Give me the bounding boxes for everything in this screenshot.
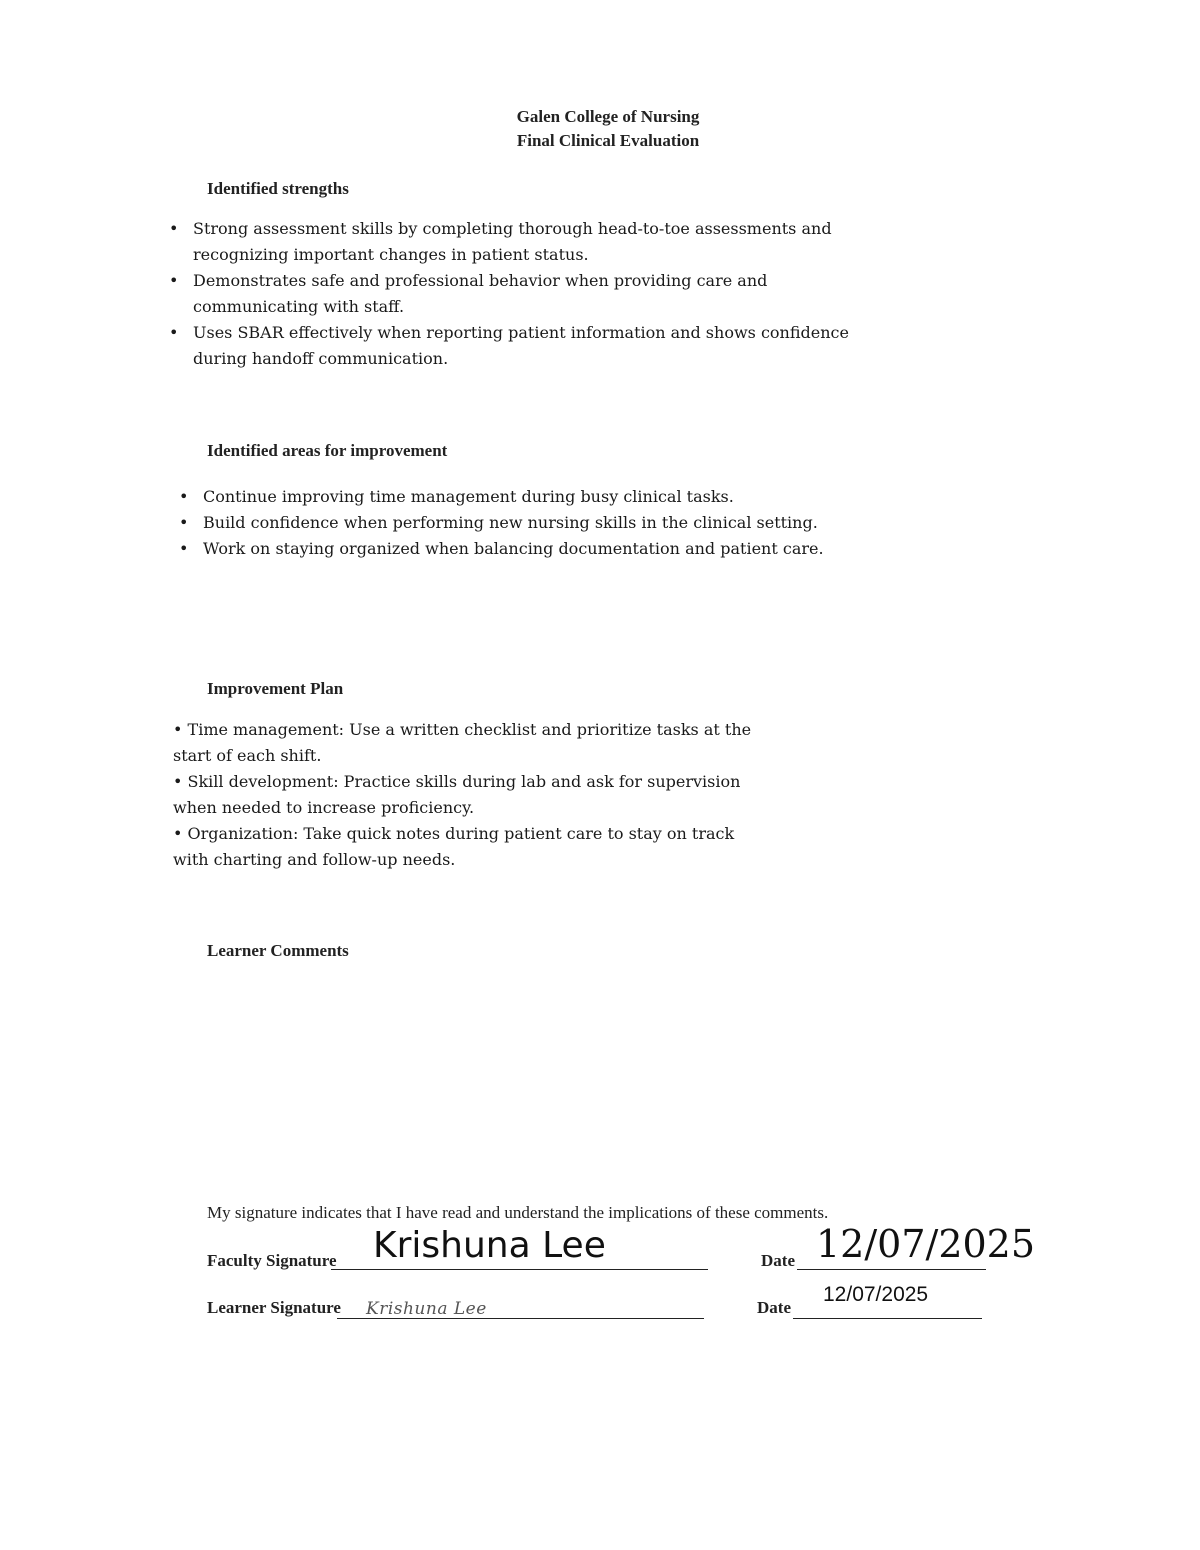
- list-item: [169, 268, 859, 320]
- improvement-plan-body: [173, 717, 773, 873]
- faculty-signature-label: Faculty Signature: [207, 1251, 337, 1270]
- strengths-list: [169, 216, 859, 372]
- bullet-icon: •: [179, 539, 189, 558]
- improvement-area-text: Continue improving time management during busy clinical tasks.: [203, 487, 734, 506]
- list-item: [169, 216, 859, 268]
- improvement-areas-heading: Identified areas for improvement: [207, 441, 448, 460]
- faculty-date-label: Date: [761, 1251, 795, 1270]
- bullet-icon: •: [179, 487, 189, 506]
- faculty-date-value: 12/07/2025: [816, 1222, 1036, 1266]
- list-item: [169, 320, 859, 372]
- bullet-icon: •: [169, 323, 179, 342]
- bullet-icon: •: [169, 271, 179, 290]
- institution-name: Galen College of Nursing: [516, 107, 700, 126]
- learner-signature-value: Krishuna Lee: [366, 1299, 487, 1319]
- signature-statement: My signature indicates that I have read and understand the implications of these comments.: [207, 1203, 829, 1222]
- plan-item: • Organization: Take quick notes during patient care to stay on track with charting and follow-up needs.: [173, 824, 735, 869]
- improvement-plan-heading: Improvement Plan: [207, 679, 344, 698]
- improvement-area-text: Work on staying organized when balancing documentation and patient care.: [203, 539, 824, 558]
- learner-date-label: Date: [757, 1298, 791, 1317]
- list-item: [179, 510, 879, 536]
- strength-text: Uses SBAR effectively when reporting patient information and shows confidence during handoff communication.: [193, 323, 849, 368]
- strength-text: Strong assessment skills by completing thorough head-to-toe assessments and recognizing important changes in patient status.: [193, 219, 832, 264]
- list-item: [179, 484, 879, 510]
- faculty-signature-value: Krishuna Lee: [373, 1225, 606, 1266]
- list-item: [179, 536, 879, 562]
- improvement-area-text: Build confidence when performing new nursing skills in the clinical setting.: [203, 513, 818, 532]
- form-title: Final Clinical Evaluation: [516, 131, 700, 150]
- bullet-icon: •: [179, 513, 189, 532]
- learner-signature-label: Learner Signature: [207, 1298, 341, 1317]
- learner-comments-heading: Learner Comments: [207, 941, 349, 960]
- plan-item: • Skill development: Practice skills during lab and ask for supervision when needed to increase proficiency.: [173, 772, 741, 817]
- strength-text: Demonstrates safe and professional behavior when providing care and communicating with staff.: [193, 271, 768, 316]
- faculty-date-line[interactable]: [797, 1269, 986, 1270]
- faculty-signature-line[interactable]: [331, 1269, 708, 1270]
- bullet-icon: •: [169, 219, 179, 238]
- plan-item: • Time management: Use a written checklist and prioritize tasks at the start of each shift.: [173, 720, 752, 765]
- strengths-heading: Identified strengths: [207, 179, 349, 198]
- improvement-areas-list: [179, 484, 879, 562]
- learner-date-line[interactable]: [793, 1318, 982, 1319]
- learner-date-value: 12/07/2025: [823, 1283, 929, 1306]
